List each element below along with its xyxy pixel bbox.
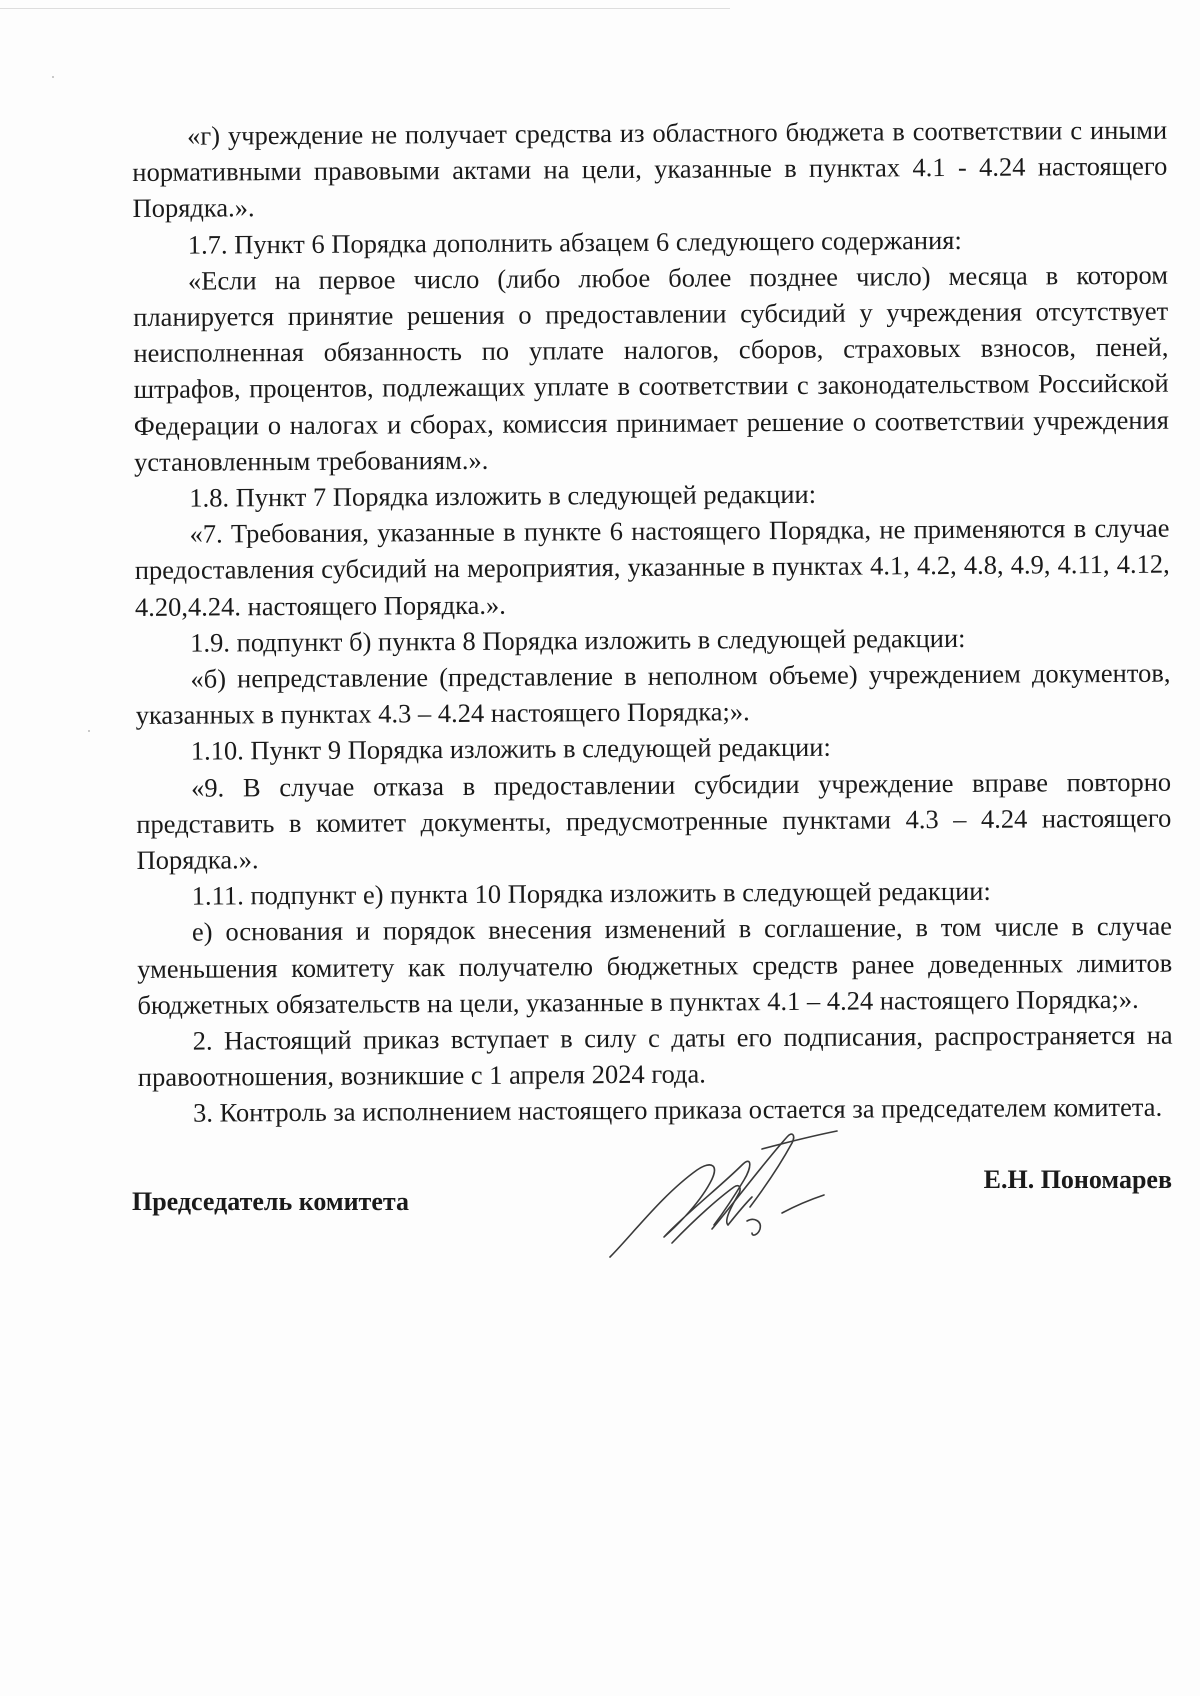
- handwritten-signature-icon: [602, 1125, 862, 1265]
- paragraph-1-10: 1.10. Пункт 9 Порядка изложить в следующей редакции:: [190, 732, 831, 767]
- paragraph-1-7: 1.7. Пункт 6 Порядка дополнить абзацем 6 следующего содержания:: [187, 224, 962, 260]
- paragraph-1-8-quote: «7. Требования, указанные в пункте 6 настоящего Порядка, не применяются в случае предоставления субсидий на мероприятия, указанные в пунктах 4.1, 4.2, 4.8, 4.9, 4.11, 4.12, 4.20,4.24. настоящего Порядка.».: [134, 512, 1170, 622]
- paragraph-1-7-quote: «Если на первое число (либо любое более позднее число) месяца в котором планируется принятие решения о предоставлении субсидий у учреждения отсутствует неисполненная обязанность по уплате налогов, сборов, страховых взносов, пеней, штрафов, процентов, подлежащих уплате в соответствии с законодательством Российской Федерации о налогах и сборах, комиссия принимает решение о соответствии учреждения установленным требованиям.».: [133, 259, 1169, 477]
- document-body: [132, 112, 1173, 1132]
- paragraph-1-9: 1.9. подпункт б) пункта 8 Порядка изложить в следующей редакции:: [190, 622, 966, 658]
- scan-artifact-line: [0, 8, 730, 9]
- signatory-title: Председатель комитета: [132, 1187, 409, 1216]
- paragraph-2: 2. Настоящий приказ вступает в силу с даты его подписания, распространяется на правоотношения, возникшие с 1 апреля 2024 года.: [137, 1019, 1173, 1093]
- paragraph-1-9-quote: «б) непредставление (представление в неполном объеме) учреждением документов, указанных в пунктах 4.3 – 4.24 настоящего Порядка;».: [135, 657, 1171, 731]
- paragraph-1-8: 1.8. Пункт 7 Порядка изложить в следующей редакции:: [189, 478, 817, 513]
- scan-speck: [88, 730, 90, 732]
- paragraph-3: 3. Контроль за исполнением настоящего приказа остается за председателем комитета.: [192, 1092, 1163, 1129]
- signature-block: [132, 1155, 1172, 1275]
- paragraph-g-subitem: «г) учреждение не получает средства из областного бюджета в соответствии с иными нормативными правовыми актами на цели, указанные в пунктах 4.1 - 4.24 настоящего Порядка.».: [132, 114, 1168, 224]
- paragraph-1-11: 1.11. подпункт е) пункта 10 Порядка изложить в следующей редакции:: [191, 876, 991, 911]
- scan-speck: [52, 76, 54, 78]
- paragraph-1-11-quote: е) основания и порядок внесения изменений в соглашение, в том числе в случае уменьшения комитету как получателю бюджетных средств ранее доведенных лимитов бюджетных обязательств на цели, указанные в пунктах 4.1 – 4.24 настоящего Порядка;».: [137, 911, 1173, 1020]
- paragraph-1-10-quote: «9. В случае отказа в предоставлении субсидии учреждение вправе повторно представить в комитет документы, предусмотренные пунктами 4.3 – 4.24 настоящего Порядка.».: [136, 766, 1172, 876]
- signatory-name: Е.Н. Пономарев: [983, 1165, 1172, 1194]
